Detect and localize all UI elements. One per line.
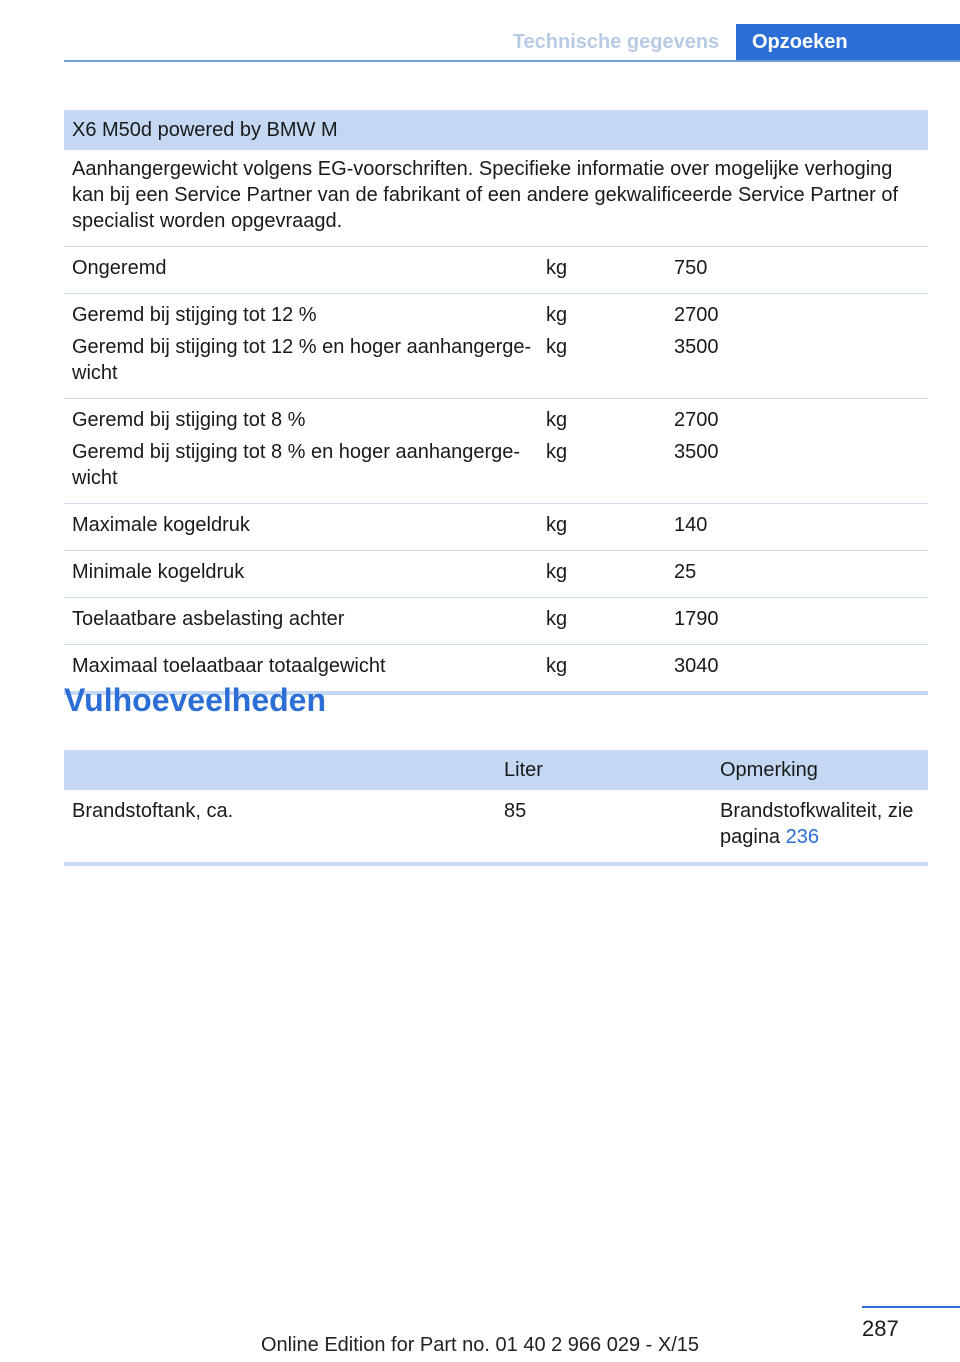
row-label: Brandstoftank, ca. [72, 800, 234, 822]
row-label: Ongeremd [72, 257, 167, 279]
table-row [64, 790, 928, 866]
row-entry [72, 439, 920, 491]
table-row [64, 399, 928, 504]
row-label: Maximale kogeldruk [72, 514, 250, 536]
header-divider [64, 60, 960, 62]
row-unit: kg [546, 409, 568, 431]
fluids-table [64, 750, 928, 866]
row-entry [72, 606, 920, 632]
row-value: 1790 [674, 608, 719, 630]
row-label: Minimale kogeldruk [72, 561, 245, 583]
row-unit: kg [546, 304, 568, 326]
row-value: 3040 [674, 655, 719, 677]
section-title: Vulhoeveelheden [64, 682, 326, 718]
page-header [0, 0, 960, 62]
row-label: Geremd bij stijging tot 8 % [72, 409, 306, 431]
table-row [64, 294, 928, 399]
row-entry [72, 334, 920, 386]
table-row [64, 247, 928, 294]
row-value: 2700 [674, 409, 719, 431]
table-title: X6 M50d powered by BMW M [64, 110, 928, 150]
row-label: Geremd bij stijging tot 8 % en hoger aanhangerge-wicht [72, 441, 521, 489]
row-unit: kg [546, 441, 568, 463]
row-value: 750 [674, 257, 708, 279]
row-label: Geremd bij stijging tot 12 % [72, 304, 317, 326]
table-row [64, 598, 928, 645]
row-label: Geremd bij stijging tot 12 % en hoger aanhangerge-wicht [72, 336, 532, 384]
row-unit: kg [546, 336, 568, 358]
tab-opzoeken[interactable]: Opzoeken [736, 24, 960, 61]
trailer-weight-table [64, 110, 928, 695]
row-value: 25 [674, 561, 697, 583]
remark-text: Brandstofkwaliteit, zie pagina [720, 800, 914, 848]
row-entry [72, 559, 920, 585]
row-value: 3500 [674, 441, 719, 463]
row-liter: 85 [504, 800, 527, 822]
table-row [64, 504, 928, 551]
page-number-rule [862, 1306, 960, 1308]
row-unit: kg [546, 257, 568, 279]
row-label: Maximaal toelaatbaar totaalgewicht [72, 655, 386, 677]
tab-technische-gegevens[interactable]: Technische gegevens [512, 30, 720, 53]
row-entry [72, 653, 920, 679]
page-link[interactable]: 236 [785, 826, 819, 848]
table-row [64, 551, 928, 598]
row-unit: kg [546, 655, 568, 677]
table-header-row [64, 750, 928, 790]
row-unit: kg [546, 514, 568, 536]
header-liter: Liter [504, 758, 543, 781]
header-remark: Opmerking [720, 758, 818, 781]
row-entry [72, 512, 920, 538]
row-value: 3500 [674, 336, 719, 358]
table-body [64, 247, 928, 695]
row-value: 140 [674, 514, 708, 536]
row-entry [72, 255, 920, 281]
page-number: 287 [862, 1316, 899, 1341]
row-entry [72, 302, 920, 328]
footer-edition: Online Edition for Part no. 01 40 2 966 029 - X/15 [260, 1334, 700, 1356]
row-unit: kg [546, 561, 568, 583]
table-note: Aanhangergewicht volgens EG-voorschriften. Specifieke informatie over mogelijke verhoging kan bij een Service Partner van de fabrikant of een andere gekwalificeerde Service Partner of specialist worden opgevraagd. [64, 150, 928, 247]
row-remark [720, 798, 920, 850]
row-value: 2700 [674, 304, 719, 326]
row-entry [72, 407, 920, 433]
row-label: Toelaatbare asbelasting achter [72, 608, 345, 630]
row-unit: kg [546, 608, 568, 630]
